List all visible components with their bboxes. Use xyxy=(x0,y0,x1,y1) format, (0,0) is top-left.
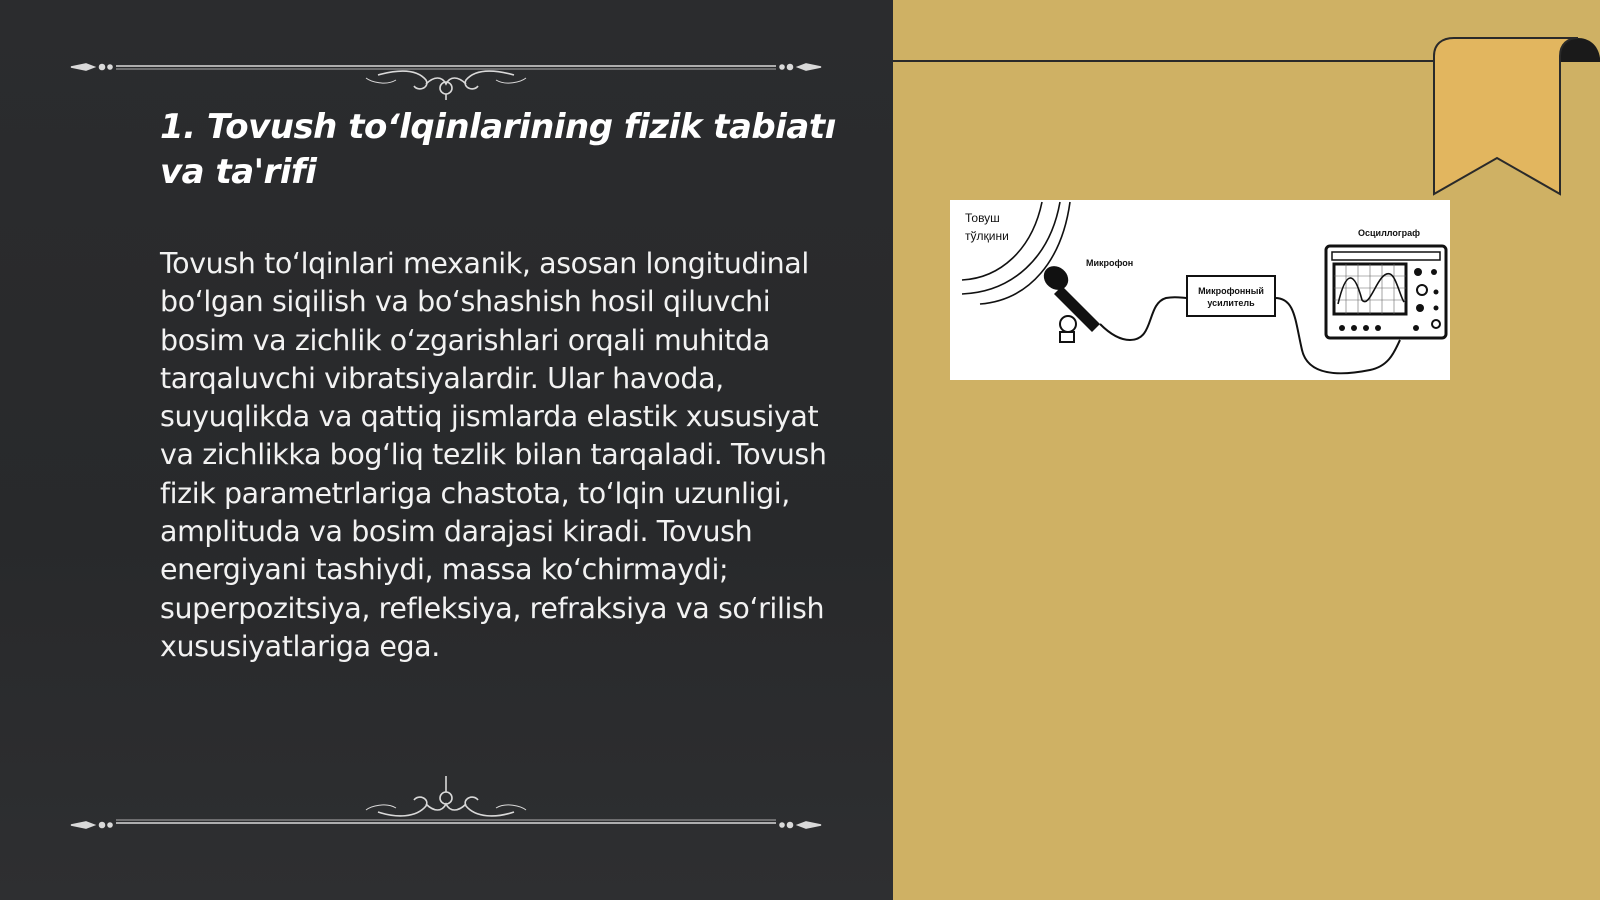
amplifier-box xyxy=(1187,276,1275,316)
slide-title: 1. Tovush to‘lqinlarining fizik tabiatı va ta'rifi xyxy=(160,107,836,192)
slide-body-text: Tovush to‘lqinlari mexanik, asosan longitudinal bo‘lgan siqilish va bo‘shashish hosil qiluvchi bosim va zichlik o‘zgarishlari orqali muhitda tarqaluvchi vibratsiyalardir. Ular havoda, suyuqlikda va qattiq jismlarda elastik xususiyat va zichlikka bog‘liq tezlik bilan tarqaladi. Tovush fizik parametrlariga chastota, to‘lqin uzunligi, amplituda va bosim darajasi kiradi. Tovush energiyani tashiydi, massa ko‘chirmaydi; superpozitsiya, refleksiya, refraksiya va so‘rilish xususiyatlariga ega. xyxy=(160,247,827,663)
ornament-divider-top xyxy=(66,40,826,100)
oscilloscope-icon xyxy=(1326,246,1446,338)
sound-measurement-diagram xyxy=(950,200,1450,380)
wave-label-2: тўлқини xyxy=(965,229,1009,243)
microphone-label: Микрофон xyxy=(1086,258,1134,268)
amplifier-label-1: Микрофонный xyxy=(1198,286,1264,296)
oscilloscope-label: Осциллограф xyxy=(1358,228,1421,238)
ornament-divider-bottom xyxy=(66,770,826,830)
wave-label-1: Товуш xyxy=(965,211,1000,225)
amplifier-label-2: усилитель xyxy=(1207,298,1255,308)
bookmark-ribbon-icon xyxy=(1432,34,1600,200)
